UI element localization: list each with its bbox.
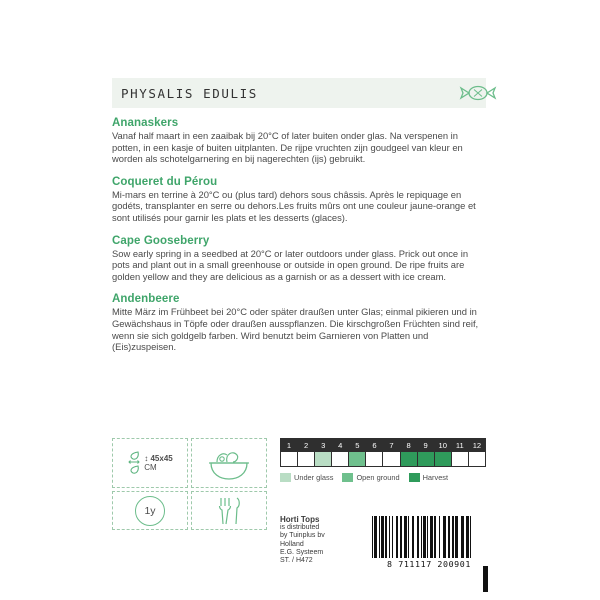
calendar-header-row — [281, 439, 486, 452]
language-block-en — [112, 235, 486, 283]
cutlery-pictogram — [191, 491, 267, 530]
legend-label-harvest: Harvest — [422, 473, 449, 482]
calendar-cell-open-ground — [349, 452, 366, 467]
spacing-unit: CM — [144, 463, 157, 472]
language-heading-de: Andenbeere — [112, 293, 180, 306]
vertical-arrow-icon: ↕ — [144, 454, 149, 463]
packet-footer — [280, 516, 486, 580]
calendar-cell — [298, 452, 315, 467]
company-line: by Tuinplus bv — [280, 532, 325, 540]
spacing-value: 45x45 — [150, 454, 173, 463]
legend-swatch-under-glass — [280, 473, 291, 482]
legend-item-under-glass — [280, 473, 333, 482]
lifecycle-value: 1y — [144, 504, 156, 517]
year-circle-icon — [135, 496, 165, 526]
month-header: 11 — [451, 439, 468, 452]
language-heading-nl: Ananaskers — [112, 117, 179, 129]
spacing-label-group — [144, 454, 172, 472]
legend-item-open-ground — [342, 473, 399, 482]
calendar-cell — [451, 452, 468, 467]
spacing-pictogram — [112, 438, 188, 488]
leaf-icon — [127, 448, 141, 478]
month-header: 2 — [298, 439, 315, 452]
month-header: 3 — [315, 439, 332, 452]
month-header: 12 — [468, 439, 485, 452]
calendar-cell — [281, 452, 298, 467]
calendar-cell — [468, 452, 485, 467]
lifecycle-pictogram — [112, 491, 188, 530]
calendar-row — [281, 452, 486, 467]
barcode-bars — [372, 516, 486, 558]
language-block-de — [112, 293, 486, 352]
calendar-cell-harvest — [400, 452, 417, 467]
salad-bowl-icon — [192, 439, 266, 487]
month-header: 1 — [281, 439, 298, 452]
language-body-nl: Vanaf half maart in een zaaibak bij 20°C of later buiten onder glas. Na verspenen in potten, in een kasje of buiten uitplanten. De rijpe vruchten zijn goudgeel van kleur en worden als schotelgarnering en bij nagerechten (ijs) gebruikt. — [112, 130, 463, 165]
bowl-pictogram — [191, 438, 267, 488]
fork-knife-icon — [192, 492, 266, 529]
calendar-legend — [280, 473, 486, 482]
legend-label-open-ground: Open ground — [356, 473, 400, 482]
legend-swatch-open-ground — [342, 473, 353, 482]
barcode — [372, 516, 486, 569]
calendar-cell-harvest — [434, 452, 451, 467]
company-line: Holland — [280, 540, 304, 548]
month-header: 7 — [383, 439, 400, 452]
month-header: 6 — [366, 439, 383, 452]
calendar-cell-harvest — [417, 452, 434, 467]
language-body-en: Sow early spring in a seedbed at 20°C or later outdoors under glass. Prick out once in pots and plant out in a small greenhouse or outside in open ground. De ripe fruits are golden yellow and they are delicious as a garnish or as a dessert with ice cream. — [112, 247, 469, 282]
calendar-cell-under-glass — [315, 452, 332, 467]
legend-swatch-harvest — [409, 473, 420, 482]
sowing-calendar — [280, 438, 486, 482]
month-header: 9 — [417, 439, 434, 452]
language-block-nl — [112, 117, 486, 165]
barcode-number: 8 711117 200901 — [387, 559, 471, 569]
month-header: 8 — [400, 439, 417, 452]
calendar-cell — [383, 452, 400, 467]
packet-content — [112, 78, 486, 364]
print-registration-mark — [483, 566, 488, 592]
company-line: ST. / H472 — [280, 557, 313, 565]
instruction-blocks — [112, 117, 486, 353]
month-header: 5 — [349, 439, 366, 452]
language-heading-fr: Coqueret du Pérou — [112, 175, 218, 188]
language-body-de: Mitte März im Frühbeet bei 20°C oder später draußen unter Glas; einmal pikieren und in Gewächshaus in Töpfe oder draußen ausspflanzen. Die kirschgroßen Früchten sind reif, wenn sie sich goldgelb farben. Wird benutzt beim Garnieren von Platten und (Eis)zuspeisen. — [112, 306, 479, 353]
month-header: 10 — [434, 439, 451, 452]
company-info — [280, 516, 325, 565]
packet-title-bar — [112, 78, 486, 108]
company-line: is distributed — [280, 524, 320, 532]
legend-label-under-glass: Under glass — [294, 473, 334, 482]
company-name: Horti Tops — [280, 515, 320, 524]
language-heading-en: Cape Gooseberry — [112, 234, 210, 247]
seed-pod-icon — [456, 79, 500, 107]
page-title: PHYSALIS EDULIS — [121, 85, 258, 101]
month-header: 4 — [332, 439, 349, 452]
calendar-cell — [366, 452, 383, 467]
language-body-fr: Mi-mars en terrine à 20°C ou (plus tard) dehors sous châssis. Après le repiquage en godéts, transplanter en serre ou dehors.Les fruits mûrs ont une couleur jaune-orange et sont utilisés pour garnir les plats et les desserts (glaces). — [112, 188, 476, 223]
calendar-table — [280, 438, 486, 467]
legend-item-harvest — [409, 473, 448, 482]
language-block-fr — [112, 176, 486, 224]
calendar-cell — [332, 452, 349, 467]
company-line: E.G. Systeem — [280, 548, 324, 556]
